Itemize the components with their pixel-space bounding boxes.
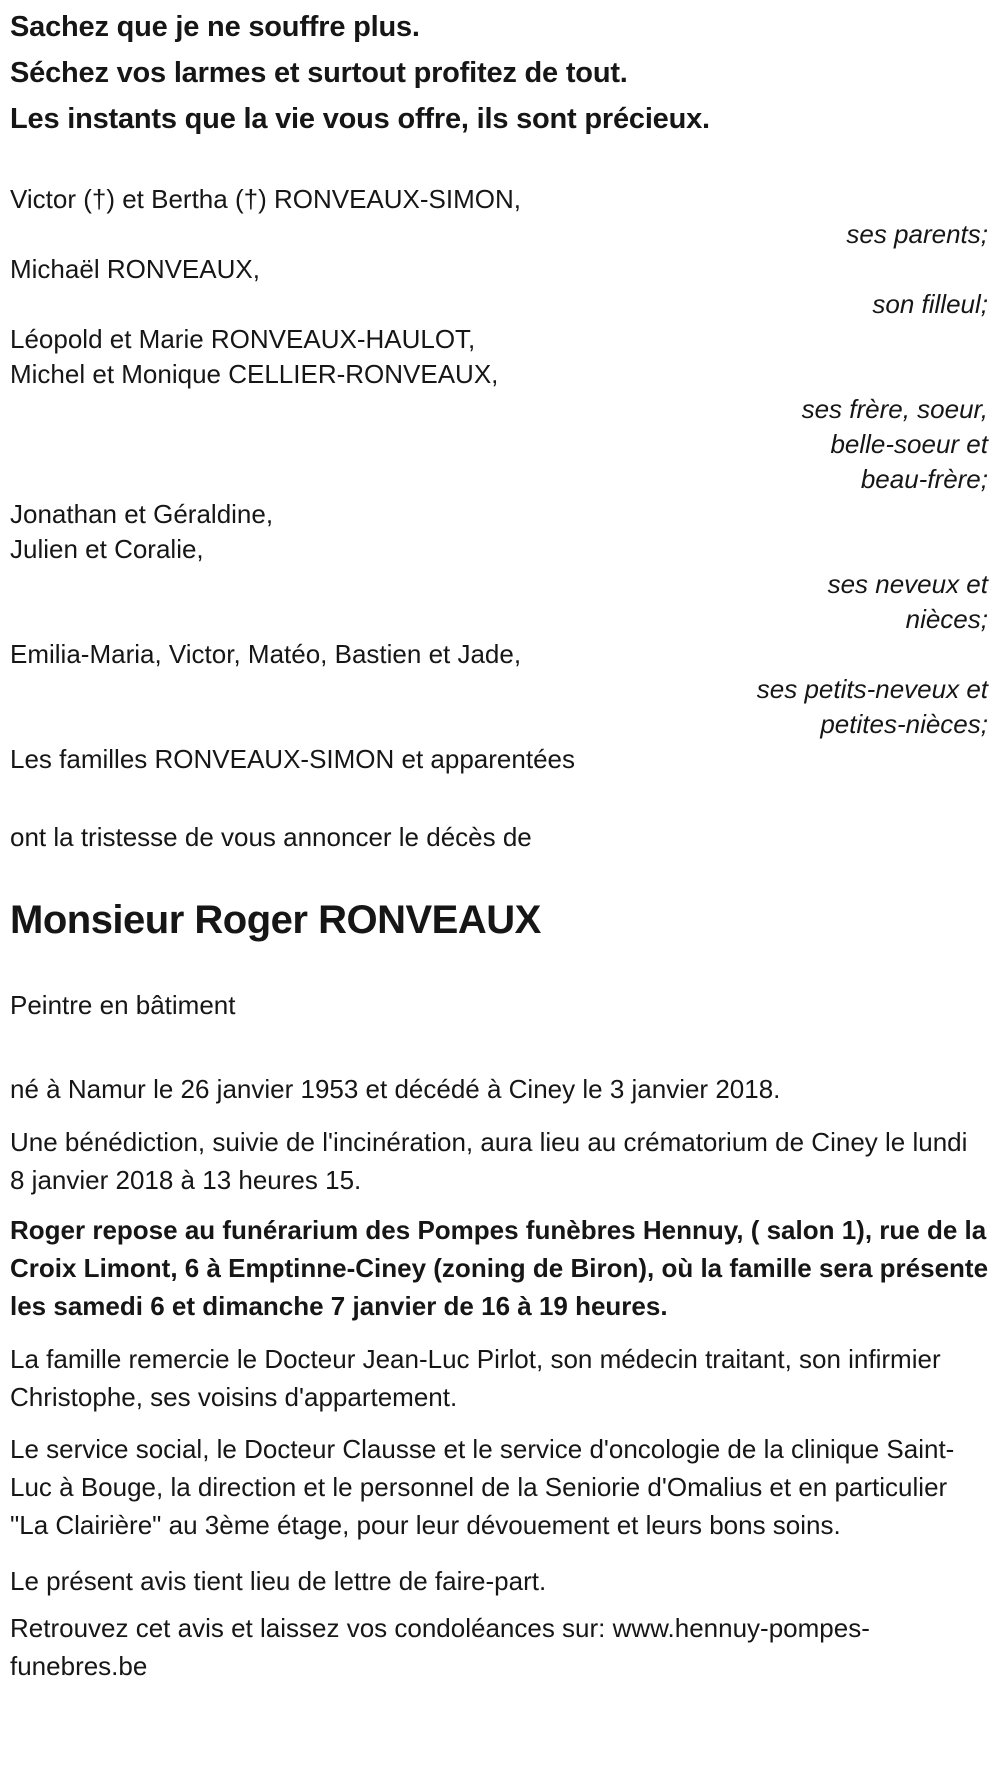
intro-line: Séchez vos larmes et surtout profitez de tout. [10, 57, 628, 89]
intro-line: Les instants que la vie vous offre, ils sont précieux. [10, 103, 710, 135]
family-member-line: Léopold et Marie RONVEAUX-HAULOT, [10, 324, 476, 354]
family-member-line: Michel et Monique CELLIER-RONVEAUX, [10, 359, 499, 389]
relation-label: ses petits-neveux et [756, 674, 988, 704]
relation-label: ses parents; [846, 219, 988, 249]
intro-line: Sachez que je ne souffre plus. [10, 11, 420, 43]
family-member-line: Jonathan et Géraldine, [10, 499, 274, 529]
relation-label: ses neveux et [827, 569, 988, 599]
relation-label: petites-nièces; [820, 709, 988, 739]
relation-label: ses frère, soeur, [801, 394, 988, 424]
family-member-line: Les familles RONVEAUX-SIMON et apparentées [10, 744, 575, 774]
family-member-line: Victor (†) et Bertha (†) RONVEAUX-SIMON, [10, 184, 521, 214]
family-list [10, 182, 988, 777]
profession-text: Peintre en bâtiment [10, 990, 236, 1020]
acknowledgement-service-text: Le service social, le Docteur Clausse et le service d'oncologie de la clinique Saint-Luc à Bouge, la direction et le personnel de la Seniorie d'Omalius et en particulier "La Clairière" au 3ème étage, pour leur dévouement et leurs bons soins. [10, 1434, 955, 1540]
relation-label: belle-soeur et [830, 429, 988, 459]
repose-text: Roger repose au funérarium des Pompes funèbres Hennuy, ( salon 1), rue de la Croix Limont, 6 à Emptinne-Ciney (zoning de Biron), où la famille sera présente les samedi 6 et dimanche 7 janvier de 16 à 19 heures. [10, 1215, 989, 1321]
acknowledgement-doctor-text: La famille remercie le Docteur Jean-Luc Pirlot, son médecin traitant, son infirmier Christophe, ses voisins d'appartement. [10, 1344, 941, 1412]
condolences-website-text: Retrouvez cet avis et laissez vos condoléances sur: www.hennuy-pompes-funebres.be [10, 1613, 870, 1681]
relation-label: son filleul; [872, 289, 988, 319]
relation-label: beau-frère; [860, 464, 988, 494]
family-member-line: Emilia-Maria, Victor, Matéo, Bastien et Jade, [10, 639, 522, 669]
announcement-text: ont la tristesse de vous annoncer le décès de [10, 822, 532, 852]
life-dates-text: né à Namur le 26 janvier 1953 et décédé à Ciney le 3 janvier 2018. [10, 1074, 781, 1104]
ceremony-text: Une bénédiction, suivie de l'incinération, aura lieu au crématorium de Ciney le lundi 8 janvier 2018 à 13 heures 15. [10, 1127, 968, 1195]
intro-poem [10, 4, 988, 142]
deceased-name-title: Monsieur Roger RONVEAUX [10, 898, 541, 942]
relation-label: nièces; [905, 604, 988, 634]
family-member-line: Julien et Coralie, [10, 534, 204, 564]
notice-text: Le présent avis tient lieu de lettre de faire-part. [10, 1566, 547, 1596]
family-member-line: Michaël RONVEAUX, [10, 254, 260, 284]
